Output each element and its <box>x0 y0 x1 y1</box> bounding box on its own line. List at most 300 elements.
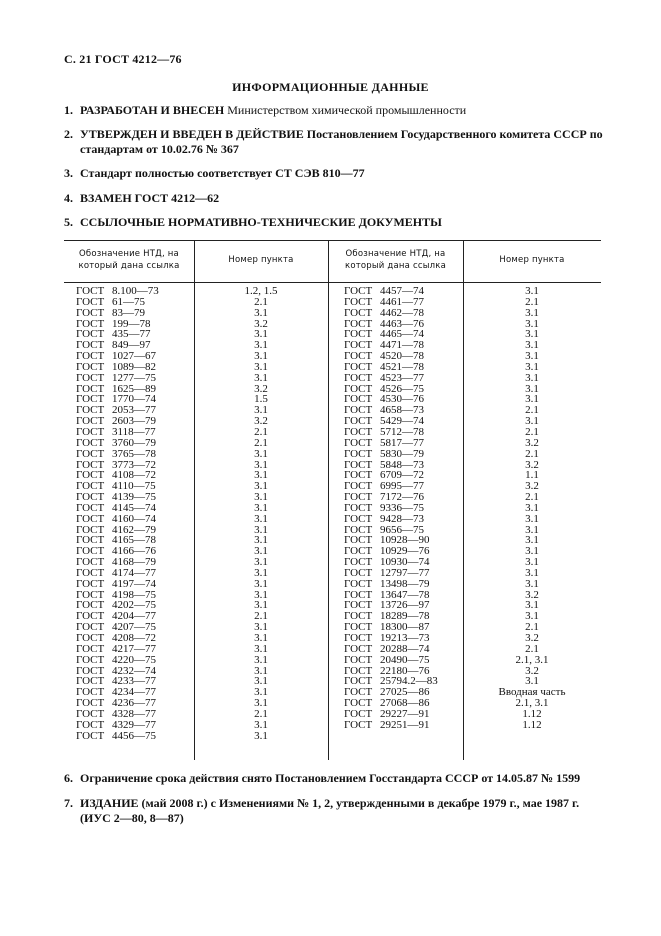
point-number: 2.1 <box>254 295 268 308</box>
gost-prefix: ГОСТ <box>76 599 105 612</box>
point-number: 3.2 <box>525 664 539 677</box>
point-number: 2.1 <box>525 425 539 438</box>
info-item-3 <box>64 166 624 181</box>
gost-prefix: ГОСТ <box>76 425 105 438</box>
gost-prefix: ГОСТ <box>344 415 373 428</box>
doc-number: 6709—72 <box>380 469 424 482</box>
doc-number: 3773—72 <box>112 458 156 471</box>
doc-number: 7172—76 <box>380 491 424 504</box>
point-number: 3.1 <box>525 545 539 558</box>
point-number: 2.1 <box>525 621 539 634</box>
doc-number: 4198—75 <box>112 588 156 601</box>
table-row <box>76 373 194 384</box>
gost-prefix: ГОСТ <box>76 653 105 666</box>
gost-prefix: ГОСТ <box>344 480 373 493</box>
item-number: 1. <box>64 103 73 117</box>
gost-prefix: ГОСТ <box>344 491 373 504</box>
doc-number: 20288—74 <box>380 642 430 655</box>
doc-number: 13647—78 <box>380 588 430 601</box>
item-text: Стандарт полностью соответствует СТ СЭВ 810—77 <box>80 166 365 180</box>
table-row <box>76 655 194 666</box>
item-text: Ограничение срока действия снято Постановлением Госстандарта СССР от 14.05.87 № 1599 <box>80 771 581 785</box>
point-number: 3.1 <box>525 534 539 547</box>
table-row <box>344 655 463 666</box>
point-number: 3.1 <box>525 317 539 330</box>
point-number: 3.1 <box>254 729 268 742</box>
item-keyword: УТВЕРЖДЕН И ВВЕДЕН В ДЕЙСТВИЕ <box>80 127 304 141</box>
gost-prefix: ГОСТ <box>76 556 105 569</box>
gost-prefix: ГОСТ <box>76 686 105 699</box>
doc-number: 6995—77 <box>380 480 424 493</box>
doc-number: 4168—79 <box>112 556 156 569</box>
doc-number: 4207—75 <box>112 621 156 634</box>
doc-number: 20490—75 <box>380 653 430 666</box>
doc-number: 5848—73 <box>380 458 424 471</box>
doc-number: 10928—90 <box>380 534 430 547</box>
table-row <box>76 449 194 460</box>
gost-prefix: ГОСТ <box>76 729 105 742</box>
point-number: 3.1 <box>254 675 268 688</box>
point-number: 3.1 <box>525 339 539 352</box>
doc-number: 18300—87 <box>380 621 430 634</box>
doc-number: 4145—74 <box>112 501 156 514</box>
doc-number: 4197—74 <box>112 577 156 590</box>
gost-prefix: ГОСТ <box>344 371 373 384</box>
doc-number: 8.100—73 <box>112 285 159 297</box>
gost-prefix: ГОСТ <box>76 707 105 720</box>
gost-prefix: ГОСТ <box>344 469 373 482</box>
gost-prefix: ГОСТ <box>344 523 373 536</box>
info-item-6 <box>64 771 624 786</box>
gost-prefix: ГОСТ <box>76 534 105 547</box>
table-row <box>76 720 194 731</box>
gost-prefix: ГОСТ <box>76 523 105 536</box>
point-number: 3.1 <box>525 577 539 590</box>
header-line: Обозначение НТД, на <box>345 249 446 259</box>
doc-number: 4461—77 <box>380 295 424 308</box>
gost-prefix: ГОСТ <box>344 556 373 569</box>
doc-number: 4521—78 <box>380 360 424 373</box>
point-number: 3.1 <box>254 632 268 644</box>
point-number: 3.2 <box>525 632 539 644</box>
gost-prefix: ГОСТ <box>76 718 105 731</box>
doc-number: 3118—77 <box>112 425 156 438</box>
gost-prefix: ГОСТ <box>76 436 105 449</box>
right-doc-column <box>344 286 463 731</box>
info-item-4 <box>64 191 624 206</box>
point-number: 3.1 <box>254 556 268 569</box>
item-number: 7. <box>64 796 73 810</box>
gost-prefix: ГОСТ <box>76 415 105 428</box>
gost-prefix: ГОСТ <box>344 610 373 623</box>
point-number: 3.1 <box>525 415 539 428</box>
doc-number: 5712—78 <box>380 425 424 438</box>
gost-prefix: ГОСТ <box>76 664 105 677</box>
point-number: 2.1 <box>525 642 539 655</box>
gost-prefix: ГОСТ <box>76 469 105 482</box>
gost-prefix: ГОСТ <box>76 404 105 417</box>
point-number: 3.1 <box>525 371 539 384</box>
point-number: 3.2 <box>525 436 539 449</box>
doc-number: 4462—78 <box>380 306 424 319</box>
header-line: Обозначение НТД, на <box>79 249 179 259</box>
doc-number: 10929—76 <box>380 545 430 558</box>
point-number: 3.1 <box>254 371 268 384</box>
gost-prefix: ГОСТ <box>344 328 373 341</box>
point-number: 3.1 <box>525 328 539 341</box>
gost-prefix: ГОСТ <box>76 642 105 655</box>
doc-number: 2053—77 <box>112 404 156 417</box>
doc-number: 4108—72 <box>112 469 156 482</box>
point-number: 3.1 <box>254 360 268 373</box>
item-keyword: РАЗРАБОТАН И ВНЕСЕН <box>80 103 225 117</box>
gost-prefix: ГОСТ <box>344 675 373 688</box>
doc-number: 13726—97 <box>380 599 430 612</box>
item-keyword: ИЗДАНИЕ <box>80 796 139 810</box>
gost-prefix: ГОСТ <box>76 306 105 319</box>
point-number: 2.1 <box>254 425 268 438</box>
point-number: 2.1 <box>525 491 539 504</box>
doc-number: 19213—73 <box>380 632 430 644</box>
point-number: 2.1 <box>525 404 539 417</box>
gost-prefix: ГОСТ <box>344 588 373 601</box>
point-number: 3.1 <box>254 642 268 655</box>
point-number: 3.1 <box>254 458 268 471</box>
doc-number: 29227—91 <box>380 707 430 720</box>
table-row <box>344 514 463 525</box>
gost-prefix: ГОСТ <box>76 360 105 373</box>
point-number: 3.1 <box>525 285 539 297</box>
gost-prefix: ГОСТ <box>76 577 105 590</box>
doc-number: 1770—74 <box>112 393 156 406</box>
table-row <box>344 373 463 384</box>
point-number: 3.1 <box>254 697 268 710</box>
gost-prefix: ГОСТ <box>76 328 105 341</box>
gost-prefix: ГОСТ <box>344 534 373 547</box>
gost-prefix: ГОСТ <box>76 447 105 460</box>
gost-prefix: ГОСТ <box>344 436 373 449</box>
gost-prefix: ГОСТ <box>344 285 373 297</box>
point-number: 3.2 <box>525 588 539 601</box>
point-number: 3.1 <box>254 588 268 601</box>
gost-prefix: ГОСТ <box>76 697 105 710</box>
info-item-2 <box>64 127 624 157</box>
left-doc-column <box>76 286 194 741</box>
doc-number: 5817—77 <box>380 436 424 449</box>
doc-number: 4329—77 <box>112 718 156 731</box>
doc-number: 9336—75 <box>380 501 424 514</box>
point-number: 3.1 <box>525 556 539 569</box>
point-number: 3.1 <box>254 566 268 579</box>
point-number: 3.2 <box>525 458 539 471</box>
point-number: 1.1 <box>525 469 539 482</box>
doc-number: 29251—91 <box>380 718 430 731</box>
point-number: 3.1 <box>525 360 539 373</box>
item-number: 2. <box>64 127 73 141</box>
gost-prefix: ГОСТ <box>344 577 373 590</box>
gost-prefix: ГОСТ <box>344 447 373 460</box>
doc-number: 22180—76 <box>380 664 430 677</box>
doc-number: 61—75 <box>112 295 145 308</box>
point-number: 3.1 <box>525 350 539 363</box>
page-header: С. 21 ГОСТ 4212—76 <box>64 52 182 66</box>
doc-number: 9428—73 <box>380 512 424 525</box>
doc-number: 4463—76 <box>380 317 424 330</box>
doc-number: 4217—77 <box>112 642 156 655</box>
item-continuation: (ИУС 2—80, 8—87) <box>80 811 184 825</box>
doc-number: 83—79 <box>112 306 145 319</box>
table-row <box>76 308 194 319</box>
gost-prefix: ГОСТ <box>76 339 105 352</box>
point-number: 3.1 <box>525 501 539 514</box>
point-number: 3.1 <box>254 621 268 634</box>
point-number: 3.1 <box>254 469 268 482</box>
point-number: 2.1, 3.1 <box>515 697 549 710</box>
doc-number: 4174—77 <box>112 566 156 579</box>
doc-number: 4165—78 <box>112 534 156 547</box>
doc-number: 4236—77 <box>112 697 156 710</box>
doc-number: 18289—78 <box>380 610 430 623</box>
point-number: 3.1 <box>254 534 268 547</box>
doc-number: 4456—75 <box>112 729 156 742</box>
gost-prefix: ГОСТ <box>344 599 373 612</box>
gost-prefix: ГОСТ <box>76 588 105 601</box>
point-number: 3.1 <box>525 306 539 319</box>
doc-number: 435—77 <box>112 328 151 341</box>
item-continuation: стандартам от 10.02.76 № 367 <box>80 142 239 156</box>
point-number: 3.1 <box>254 718 268 731</box>
point-number: 3.1 <box>254 501 268 514</box>
point-number: 1.12 <box>522 707 542 720</box>
doc-number: 27068—86 <box>380 697 430 710</box>
item-number: 3. <box>64 166 73 180</box>
gost-prefix: ГОСТ <box>344 317 373 330</box>
doc-number: 25794.2—83 <box>380 675 438 688</box>
reference-documents-table <box>64 240 601 760</box>
gost-prefix: ГОСТ <box>344 382 373 395</box>
doc-number: 4465—74 <box>380 328 424 341</box>
gost-prefix: ГОСТ <box>344 653 373 666</box>
item-keyword: ВЗАМЕН ГОСТ 4212—62 <box>80 191 220 205</box>
point-number: 2.1 <box>254 707 268 720</box>
gost-prefix: ГОСТ <box>76 632 105 644</box>
gost-prefix: ГОСТ <box>76 317 105 330</box>
gost-prefix: ГОСТ <box>344 512 373 525</box>
gost-prefix: ГОСТ <box>344 697 373 710</box>
doc-number: 10930—74 <box>380 556 430 569</box>
info-item-1 <box>64 103 624 118</box>
header-doc-designation <box>64 248 194 272</box>
item-text: (май 2008 г.) с Изменениями № 1, 2, утвержденными в декабре 1979 г., мае 1987 г. <box>138 796 580 810</box>
point-number: 3.1 <box>525 523 539 536</box>
doc-number: 4139—75 <box>112 491 156 504</box>
gost-prefix: ГОСТ <box>344 664 373 677</box>
gost-prefix: ГОСТ <box>76 545 105 558</box>
doc-number: 4208—72 <box>112 632 156 644</box>
doc-number: 4233—77 <box>112 675 156 688</box>
gost-prefix: ГОСТ <box>76 371 105 384</box>
doc-number: 1625—89 <box>112 382 156 395</box>
gost-prefix: ГОСТ <box>344 458 373 471</box>
doc-number: 1089—82 <box>112 360 156 373</box>
point-number: 3.1 <box>254 577 268 590</box>
table-row <box>76 514 194 525</box>
item-number: 4. <box>64 191 73 205</box>
doc-number: 9656—75 <box>380 523 424 536</box>
header-point-number: Номер пункта <box>499 255 565 265</box>
item-text: Министерством химической промышленности <box>224 103 467 117</box>
point-number: 3.1 <box>254 599 268 612</box>
point-number: 2.1 <box>254 436 268 449</box>
gost-prefix: ГОСТ <box>76 675 105 688</box>
point-number: 3.1 <box>254 523 268 536</box>
point-number: 3.1 <box>254 339 268 352</box>
gost-prefix: ГОСТ <box>76 382 105 395</box>
point-number: 1.12 <box>522 718 542 731</box>
gost-prefix: ГОСТ <box>344 393 373 406</box>
doc-number: 3760—79 <box>112 436 156 449</box>
doc-number: 2603—79 <box>112 415 156 428</box>
gost-prefix: ГОСТ <box>344 404 373 417</box>
point-number: 3.1 <box>254 686 268 699</box>
doc-number: 4166—76 <box>112 545 156 558</box>
info-item-5 <box>64 215 624 230</box>
point-number: 3.2 <box>525 480 539 493</box>
gost-prefix: ГОСТ <box>344 350 373 363</box>
point-number: 3.1 <box>525 599 539 612</box>
point-number: 3.1 <box>525 393 539 406</box>
table-row <box>344 720 463 731</box>
point-number: 2.1 <box>525 447 539 460</box>
doc-number: 1277—75 <box>112 371 156 384</box>
gost-prefix: ГОСТ <box>344 566 373 579</box>
point-number: 3.1 <box>254 447 268 460</box>
point-number: Вводная часть <box>498 686 566 699</box>
point-number: 3.1 <box>254 306 268 319</box>
doc-number: 5429—74 <box>380 415 424 428</box>
point-number: 3.1 <box>525 675 539 688</box>
doc-number: 12797—77 <box>380 566 430 579</box>
doc-number: 4234—77 <box>112 686 156 699</box>
doc-number: 5830—79 <box>380 447 424 460</box>
doc-number: 4523—77 <box>380 371 424 384</box>
gost-prefix: ГОСТ <box>344 621 373 634</box>
gost-prefix: ГОСТ <box>76 393 105 406</box>
doc-number: 849—97 <box>112 339 151 352</box>
table-row <box>76 579 194 590</box>
header-line: который дана ссылка <box>78 261 180 271</box>
doc-number: 4232—74 <box>112 664 156 677</box>
point-number: 2.1, 3.1 <box>515 653 549 666</box>
point-number: 3.1 <box>254 328 268 341</box>
item-number: 6. <box>64 771 73 785</box>
point-number: 3.1 <box>525 610 539 623</box>
table-header-border <box>64 282 601 283</box>
doc-number: 4328—77 <box>112 707 156 720</box>
gost-prefix: ГОСТ <box>76 295 105 308</box>
header-point-number: Номер пункта <box>228 255 294 265</box>
doc-number: 4160—74 <box>112 512 156 525</box>
point-number: 3.2 <box>254 415 268 428</box>
gost-prefix: ГОСТ <box>344 425 373 438</box>
point-number: 3.1 <box>254 545 268 558</box>
doc-number: 3765—78 <box>112 447 156 460</box>
point-number: 2.1 <box>254 610 268 623</box>
gost-prefix: ГОСТ <box>344 545 373 558</box>
gost-prefix: ГОСТ <box>344 295 373 308</box>
point-number: 3.2 <box>254 317 268 330</box>
gost-prefix: ГОСТ <box>76 621 105 634</box>
doc-number: 4520—78 <box>380 350 424 363</box>
gost-prefix: ГОСТ <box>76 491 105 504</box>
point-number: 2.1 <box>525 295 539 308</box>
doc-number: 4110—75 <box>112 480 156 493</box>
item-keyword: ССЫЛОЧНЫЕ НОРМАТИВНО-ТЕХНИЧЕСКИЕ ДОКУМЕНТЫ <box>80 215 442 229</box>
column-divider <box>328 240 329 760</box>
gost-prefix: ГОСТ <box>344 718 373 731</box>
gost-prefix: ГОСТ <box>344 339 373 352</box>
gost-prefix: ГОСТ <box>76 480 105 493</box>
gost-prefix: ГОСТ <box>344 632 373 644</box>
doc-number: 4162—79 <box>112 523 156 536</box>
doc-number: 4204—77 <box>112 610 156 623</box>
point-number: 3.1 <box>525 566 539 579</box>
doc-number: 4658—73 <box>380 404 424 417</box>
doc-number: 4457—74 <box>380 285 424 297</box>
gost-prefix: ГОСТ <box>76 285 105 297</box>
doc-number: 4202—75 <box>112 599 156 612</box>
info-item-7 <box>64 796 624 826</box>
table-row <box>344 449 463 460</box>
table-top-border <box>64 240 601 241</box>
right-point-column <box>463 286 601 731</box>
table-row <box>76 731 194 742</box>
gost-prefix: ГОСТ <box>76 501 105 514</box>
item-text: Постановлением Государственного комитета СССР по <box>303 127 603 141</box>
doc-number: 4220—75 <box>112 653 156 666</box>
table-row <box>344 308 463 319</box>
point-number: 3.2 <box>254 382 268 395</box>
point-number: 3.1 <box>525 512 539 525</box>
doc-number: 4530—76 <box>380 393 424 406</box>
gost-prefix: ГОСТ <box>344 360 373 373</box>
doc-number: 27025—86 <box>380 686 430 699</box>
point-number: 3.1 <box>525 382 539 395</box>
doc-number: 199—78 <box>112 317 151 330</box>
gost-prefix: ГОСТ <box>76 458 105 471</box>
point-number: 1.5 <box>254 393 268 406</box>
gost-prefix: ГОСТ <box>344 686 373 699</box>
header-doc-designation <box>328 248 463 272</box>
doc-number: 13498—79 <box>380 577 430 590</box>
table-row <box>344 579 463 590</box>
gost-prefix: ГОСТ <box>76 610 105 623</box>
gost-prefix: ГОСТ <box>344 707 373 720</box>
item-number: 5. <box>64 215 73 229</box>
point-number: 3.1 <box>254 491 268 504</box>
point-number: 3.1 <box>254 404 268 417</box>
section-title: ИНФОРМАЦИОННЫЕ ДАННЫЕ <box>232 80 429 94</box>
point-number: 3.1 <box>254 350 268 363</box>
left-point-column <box>194 286 328 741</box>
doc-number: 4471—78 <box>380 339 424 352</box>
gost-prefix: ГОСТ <box>344 642 373 655</box>
point-number: 3.1 <box>254 653 268 666</box>
gost-prefix: ГОСТ <box>76 566 105 579</box>
doc-number: 4526—75 <box>380 382 424 395</box>
gost-prefix: ГОСТ <box>344 306 373 319</box>
point-number: 3.1 <box>254 480 268 493</box>
